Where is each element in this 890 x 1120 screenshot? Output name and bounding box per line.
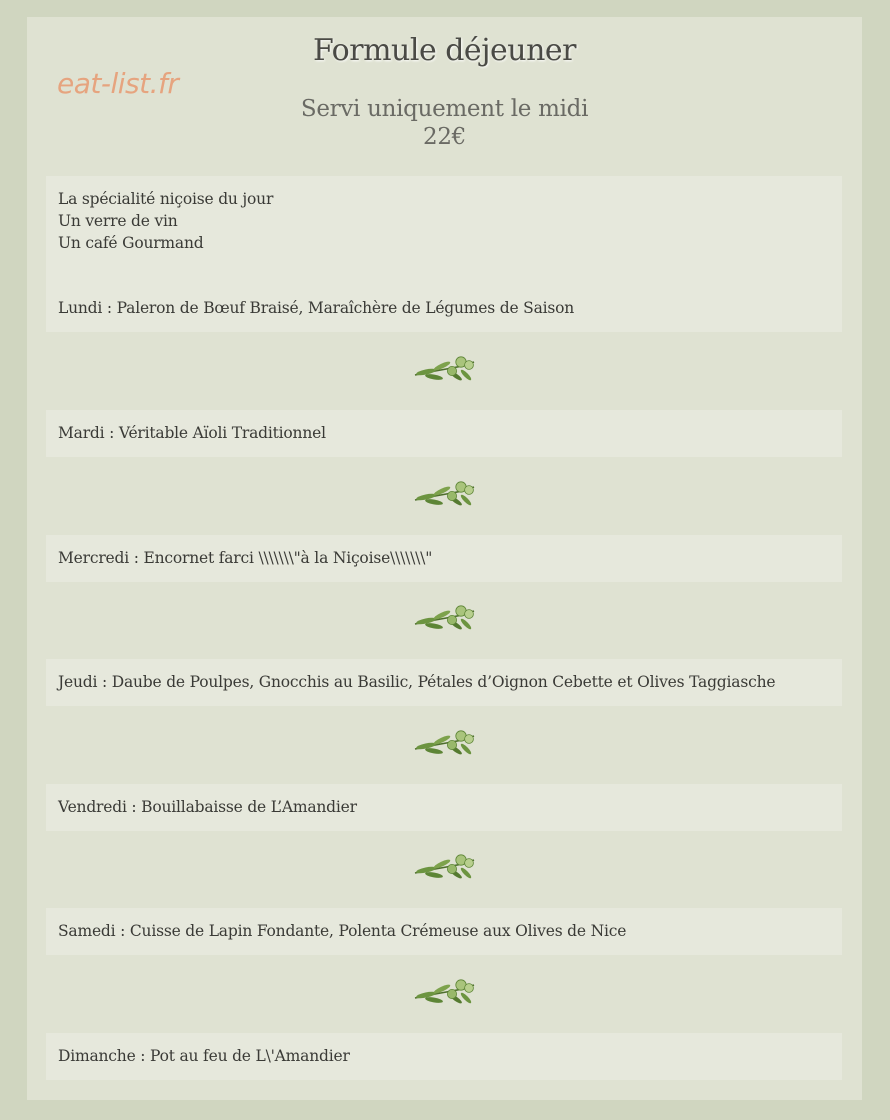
formula-card bbox=[46, 176, 842, 332]
day-menu-mercredi: Mercredi : Encornet farci \\\\\\\"à la Niçoise\\\\\\\" bbox=[46, 535, 842, 582]
olive-branch-icon bbox=[412, 727, 478, 759]
olive-branch-icon bbox=[412, 602, 478, 634]
menu-panel bbox=[27, 17, 862, 1100]
page-title: Formule déjeuner bbox=[313, 33, 576, 68]
olive-branch-icon bbox=[412, 976, 478, 1008]
day-menu-jeudi: Jeudi : Daube de Poulpes, Gnocchis au Basilic, Pétales d’Oignon Cebette et Olives Taggiasche bbox=[46, 659, 842, 706]
olive-branch-icon bbox=[412, 353, 478, 385]
day-menu-vendredi: Vendredi : Bouillabaisse de L’Amandier bbox=[46, 784, 842, 831]
price: 22€ bbox=[423, 124, 466, 150]
day-menu-lundi: Lundi : Paleron de Bœuf Braisé, Maraîchère de Légumes de Saison bbox=[58, 299, 575, 317]
olive-branch-icon bbox=[412, 851, 478, 883]
subtitle-block bbox=[27, 95, 862, 151]
day-menu-samedi: Samedi : Cuisse de Lapin Fondante, Polenta Crémeuse aux Olives de Nice bbox=[46, 908, 842, 955]
formula-item: Un café Gourmand bbox=[58, 234, 204, 252]
olive-branch-icon bbox=[412, 478, 478, 510]
formula-item: Un verre de vin bbox=[58, 212, 178, 230]
day-menu-dimanche: Dimanche : Pot au feu de L\'Amandier bbox=[46, 1033, 842, 1080]
site-logo[interactable]: eat-list.fr bbox=[57, 67, 179, 100]
day-menu-mardi: Mardi : Véritable Aïoli Traditionnel bbox=[46, 410, 842, 457]
formula-item: La spécialité niçoise du jour bbox=[58, 190, 274, 208]
service-note: Servi uniquement le midi bbox=[300, 96, 589, 122]
